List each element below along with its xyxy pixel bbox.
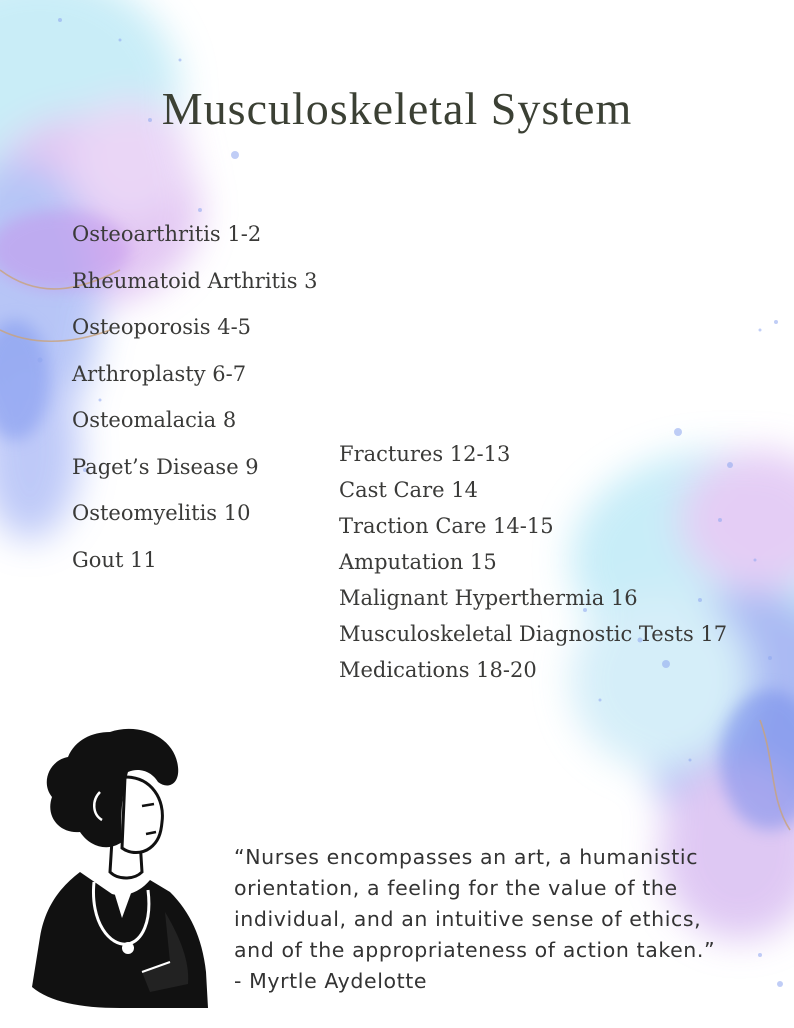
toc-right-column <box>339 440 727 692</box>
page-title: Musculoskeletal System <box>161 83 633 134</box>
toc-item: Osteomyelitis 10 <box>72 501 251 525</box>
toc-item: Osteoporosis 4-5 <box>72 315 252 339</box>
toc-item: Medications 18-20 <box>339 658 537 682</box>
nurse-silhouette-icon <box>30 722 210 1012</box>
toc-item: Fractures 12-13 <box>339 442 511 466</box>
toc-item: Rheumatoid Arthritis 3 <box>72 268 318 293</box>
toc-item: Cast Care 14 <box>339 478 478 502</box>
quote-attribution: - Myrtle Aydelotte <box>234 969 428 993</box>
toc-item: Arthroplasty 6-7 <box>72 361 247 386</box>
toc-left-column <box>72 220 318 592</box>
toc-item: Traction Care 14-15 <box>339 514 554 538</box>
toc-item: Osteomalacia 8 <box>72 408 237 432</box>
toc-item: Musculoskeletal Diagnostic Tests 17 <box>339 622 728 646</box>
toc-item: Amputation 15 <box>339 550 497 574</box>
toc-item: Paget’s Disease 9 <box>72 454 259 479</box>
toc-item: Malignant Hyperthermia 16 <box>339 586 638 610</box>
toc-item: Gout 11 <box>72 547 157 572</box>
quote-line: orientation, a feeling for the value of the <box>234 876 678 900</box>
quote-line: and of the appropriateness of action taken.” <box>234 938 716 962</box>
quote-block <box>234 842 784 997</box>
quote-line: individual, and an intuitive sense of ethics, <box>234 907 702 931</box>
quote-line: “Nurses encompasses an art, a humanistic <box>234 845 699 869</box>
toc-item: Osteoarthritis 1-2 <box>72 222 262 246</box>
